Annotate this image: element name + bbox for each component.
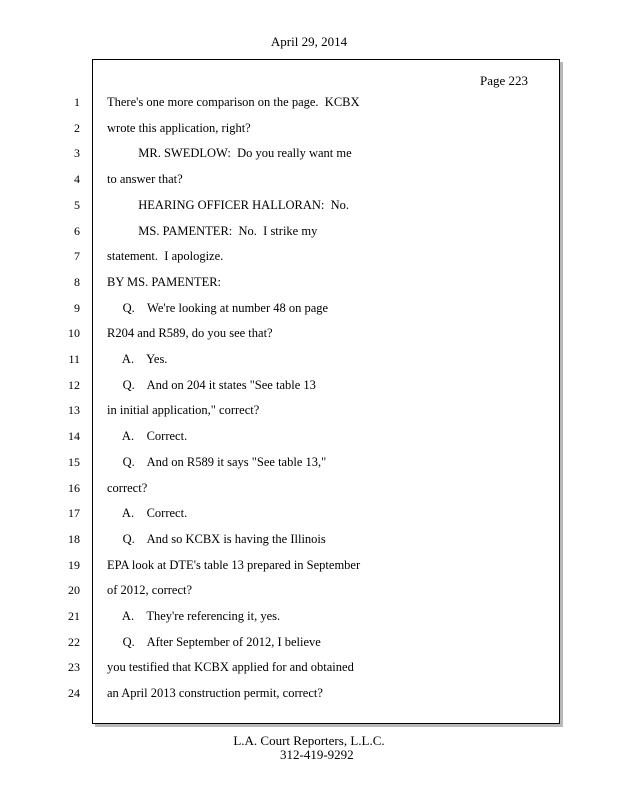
line-text: Q. And so KCBX is having the Illinois (107, 532, 326, 546)
line-text: statement. I apologize. (107, 249, 224, 263)
line-text: Q. We're looking at number 48 on page (107, 301, 329, 315)
line-text: of 2012, correct? (107, 583, 193, 597)
line-text: an April 2013 construction permit, correct? (107, 686, 323, 700)
line-number: 7 (74, 249, 80, 263)
line-text: HEARING OFFICER HALLORAN: No. (107, 198, 350, 212)
line-number: 3 (74, 146, 80, 160)
line-text: you testified that KCBX applied for and obtained (107, 660, 354, 674)
line-number: 21 (68, 609, 80, 623)
line-text: Q. After September of 2012, I believe (107, 635, 321, 649)
line-number: 18 (68, 532, 80, 546)
line-number: 13 (68, 403, 80, 417)
line-number: 15 (68, 455, 80, 469)
line-number: 6 (74, 224, 80, 238)
line-number: 19 (68, 558, 80, 572)
line-text: correct? (107, 481, 148, 495)
line-number: 14 (68, 429, 80, 443)
line-number: 10 (68, 326, 80, 340)
line-text: BY MS. PAMENTER: (107, 275, 222, 289)
page-number: Page 223 (480, 73, 529, 88)
line-number: 22 (68, 635, 80, 649)
line-text: to answer that? (107, 172, 183, 186)
line-number: 9 (74, 301, 80, 315)
line-number: 5 (74, 198, 80, 212)
line-number: 24 (68, 686, 80, 700)
line-number: 16 (68, 481, 80, 495)
line-number: 12 (68, 378, 80, 392)
line-text: A. They're referencing it, yes. (107, 609, 281, 623)
footer-phone: 312-419-9292 (280, 747, 354, 762)
line-number: 8 (74, 275, 80, 289)
line-number: 17 (68, 506, 80, 520)
line-number: 20 (68, 583, 80, 597)
line-text: in initial application," correct? (107, 403, 260, 417)
line-text: Q. And on 204 it states "See table 13 (107, 378, 316, 392)
line-number: 23 (68, 660, 80, 674)
line-number: 11 (68, 352, 80, 366)
line-text: wrote this application, right? (107, 121, 251, 135)
line-number: 2 (74, 121, 80, 135)
line-number: 4 (74, 172, 80, 186)
transcript-date: April 29, 2014 (270, 34, 348, 49)
line-number: 1 (74, 95, 80, 109)
line-text: EPA look at DTE's table 13 prepared in September (107, 558, 361, 572)
line-text: MR. SWEDLOW: Do you really want me (107, 146, 352, 160)
line-text: A. Yes. (107, 352, 168, 366)
line-text: There's one more comparison on the page. KCBX (107, 95, 360, 109)
footer-company: L.A. Court Reporters, L.L.C. (233, 733, 385, 748)
line-text: A. Correct. (107, 506, 188, 520)
line-text: MS. PAMENTER: No. I strike my (107, 224, 318, 238)
line-text: R204 and R589, do you see that? (107, 326, 273, 340)
line-text: A. Correct. (107, 429, 188, 443)
line-text: Q. And on R589 it says "See table 13," (107, 455, 327, 469)
